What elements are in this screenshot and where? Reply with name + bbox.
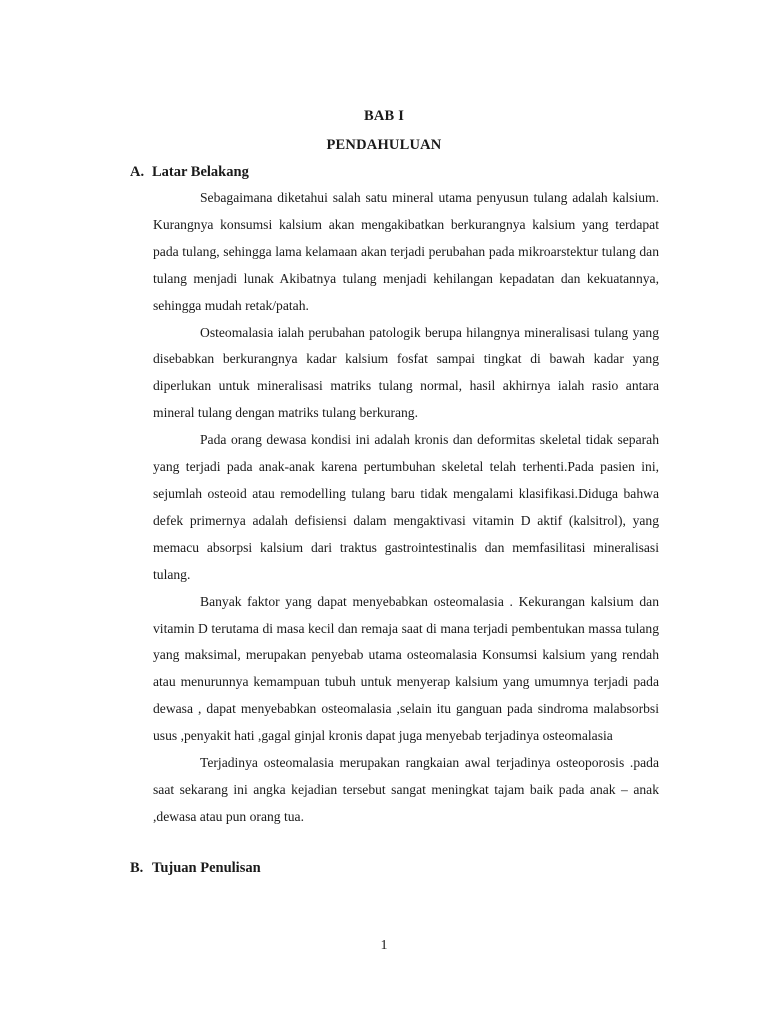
chapter-number: BAB I xyxy=(363,108,405,124)
section-body-latar-belakang xyxy=(153,185,659,831)
paragraph: Banyak faktor yang dapat menyebabkan osteomalasia . Kekurangan kalsium dan vitamin D terutama di masa kecil dan remaja saat di mana terjadi pembentukan massa tulang yang maksimal, merupakan penyebab utama osteomalasia Konsumsi kalsium yang rendah atau menurunnya kemampuan tubuh untuk menyerap kalsium yang umumnya terjadi pada dewasa , dapat menyebabkan osteomalasia ,selain itu ganguan pada sindroma malabsorbsi usus ,penyakit hati ,gagal ginjal kronis dapat juga menyebab terjadinya osteomalasia xyxy=(153,593,659,744)
page-number: 1 xyxy=(380,938,388,953)
section-title: Latar Belakang xyxy=(152,164,249,180)
section-letter: B. xyxy=(130,860,144,876)
paragraph: Terjadinya osteomalasia merupakan rangkaian awal terjadinya osteoporosis .pada saat sekarang ini angka kejadian tersebut sangat meningkat tajam baik pada anak – anak ,dewasa atau pun orang tua. xyxy=(153,755,659,824)
section-title: Tujuan Penulisan xyxy=(152,860,261,876)
chapter-title: PENDAHULUAN xyxy=(326,137,442,153)
paragraph: Osteomalasia ialah perubahan patologik berupa hilangnya mineralisasi tulang yang disebabkan berkurangnya kadar kalsium fosfat sampai tingkat di bawah kadar yang diperlukan untuk mineralisasi matriks tulang normal, hasil akhirnya ialah rasio antara mineral tulang dengan matriks tulang berkurang. xyxy=(153,324,659,421)
section-letter: A. xyxy=(130,164,145,180)
section-heading-tujuan-penulisan xyxy=(130,860,261,877)
paragraph: Sebagaimana diketahui salah satu mineral utama penyusun tulang adalah kalsium. Kurangnya konsumsi kalsium akan mengakibatkan berkurangnya kalsium yang terdapat pada tulang, sehingga lama kelamaan akan terjadi perubahan pada mikroarstektur tulang dan tulang menjadi lunak Akibatnya tulang menjadi kehilangan kepadatan dan kekuatannya, sehingga mudah retak/patah. xyxy=(153,190,659,313)
section-heading-latar-belakang xyxy=(130,164,249,181)
paragraph: Pada orang dewasa kondisi ini adalah kronis dan deformitas skeletal tidak separah yang terjadi pada anak-anak karena pertumbuhan skeletal telah terhenti.Pada pasien ini, sejumlah osteoid atau remodelling tulang baru tidak mengalami klasifikasi.Diduga bahwa defek primernya adalah defisiensi dalam mengaktivasi vitamin D aktif (kalsitrol), yang memacu absorpsi kalsium dari traktus gastrointestinalis dan memfasilitasi mineralisasi tulang. xyxy=(153,432,659,582)
